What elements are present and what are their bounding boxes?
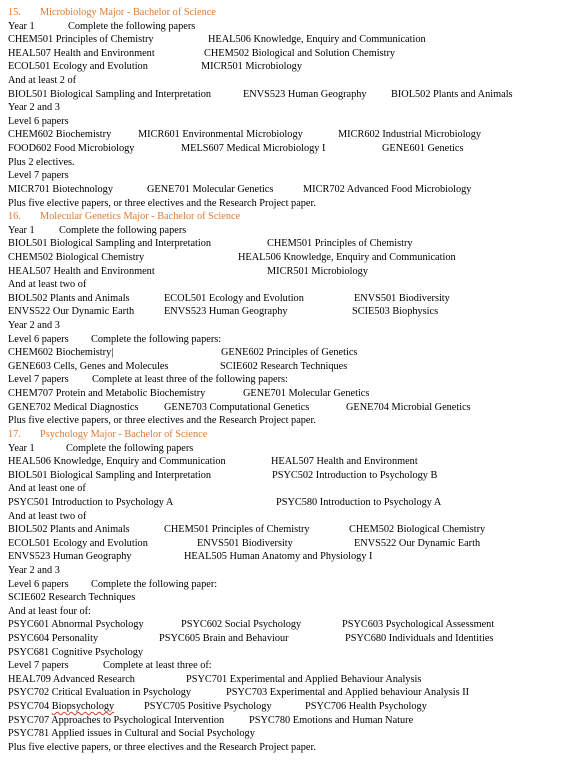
document-line xyxy=(8,537,558,551)
paper-entry: SCIE602 Research Techniques xyxy=(220,360,348,372)
paper-entry: CHEM501 Principles of Chemistry xyxy=(8,34,154,46)
paper-entry: PSYC706 Health Psychology xyxy=(305,701,427,713)
paper-entry: ECOL501 Ecology and Evolution xyxy=(8,61,148,73)
line-text: Year 2 and 3 xyxy=(8,564,60,576)
document-line xyxy=(8,482,558,496)
document-line xyxy=(8,169,558,183)
document-line xyxy=(8,591,558,605)
document-line xyxy=(8,455,558,469)
document-line xyxy=(8,292,558,306)
document-line xyxy=(8,224,558,238)
paper-entry: ENVS501 Biodiversity xyxy=(197,537,293,549)
paper-entry: BIOL502 Plants and Animals xyxy=(391,88,513,100)
paper-entry: HEAL505 Human Anatomy and Physiology I xyxy=(184,551,373,563)
paper-entry: PSYC602 Social Psychology xyxy=(181,619,302,631)
paper-entry: FOOD602 Food Microbiology xyxy=(8,143,135,155)
paper-entry: MICR602 Industrial Microbiology xyxy=(338,129,482,141)
line-text: Plus five elective papers, or three electives and the Research Project paper. xyxy=(8,741,316,753)
paper-entry: GENE701 Molecular Genetics xyxy=(147,183,274,195)
paper-entry: PSYC580 Introduction to Psychology A xyxy=(276,496,442,508)
line-text: Plus 2 electives. xyxy=(8,156,75,168)
paper-entry: MICR702 Advanced Food Microbiology xyxy=(303,183,472,195)
document-line xyxy=(8,564,558,578)
line-text: Complete the following paper: xyxy=(91,578,218,590)
paper-entry: ECOL501 Ecology and Evolution xyxy=(8,537,148,549)
paper-entry: PSYC605 Brain and Behaviour xyxy=(159,633,289,645)
line-text: Level 6 papers xyxy=(8,578,69,590)
document-line xyxy=(8,659,558,673)
document-line xyxy=(8,442,558,456)
section-heading xyxy=(8,6,558,20)
paper-entry: ENVS523 Human Geography xyxy=(164,306,288,318)
paper-entry: PSYC703 Experimental and Applied behaviour Analysis II xyxy=(226,687,470,699)
paper-entry: GENE704 Microbial Genetics xyxy=(346,401,471,413)
paper-entry: PSYC603 Psychological Assessment xyxy=(342,619,495,631)
paper-entry: PSYC704 Biopsychology xyxy=(8,701,115,713)
document-line xyxy=(8,265,558,279)
line-text: And at least 2 of xyxy=(8,75,77,87)
document-line xyxy=(8,333,558,347)
document-line xyxy=(8,156,558,170)
paper-entry: CHEM502 Biological and Solution Chemistry xyxy=(204,47,396,59)
document-line xyxy=(8,115,558,129)
line-text: Complete at least three of the following papers: xyxy=(92,374,288,386)
document-line xyxy=(8,510,558,524)
document-line xyxy=(8,251,558,265)
line-text: Level 6 papers xyxy=(8,115,69,127)
paper-entry: PSYC702 Critical Evaluation in Psychology xyxy=(8,687,192,699)
line-text: And at least two of xyxy=(8,279,87,291)
paper-entry: GENE701 Molecular Genetics xyxy=(243,388,370,400)
paper-entry: PSYC604 Personality xyxy=(8,633,99,645)
document-line xyxy=(8,197,558,211)
paper-entry: MICR501 Microbiology xyxy=(267,265,368,277)
line-text: And at least one of xyxy=(8,483,86,495)
paper-entry: BIOL501 Biological Sampling and Interpretation xyxy=(8,88,212,100)
paper-entry: HEAL507 Health and Environment xyxy=(271,456,418,468)
document-line xyxy=(8,646,558,660)
line-text: Complete the following papers: xyxy=(91,333,222,345)
paper-entry: PSYC502 Introduction to Psychology B xyxy=(272,469,438,481)
paper-entry: PSYC601 Abnormal Psychology xyxy=(8,619,144,631)
document-line xyxy=(8,278,558,292)
paper-entry: CHEM502 Biological Chemistry xyxy=(349,524,486,536)
paper-entry: CHEM501 Principles of Chemistry xyxy=(267,238,413,250)
paper-entry: HEAL507 Health and Environment xyxy=(8,47,155,59)
paper-entry: PSYC680 Individuals and Identities xyxy=(345,633,494,645)
paper-entry: PSYC701 Experimental and Applied Behaviour Analysis xyxy=(186,673,422,685)
paper-entry: MELS607 Medical Microbiology I xyxy=(181,143,326,155)
document-line xyxy=(8,469,558,483)
paper-entry: PSYC707 Approaches to Psychological Intervention xyxy=(8,714,225,726)
paper-entry: HEAL506 Knowledge, Enquiry and Communication xyxy=(208,34,426,46)
document-line xyxy=(8,183,558,197)
line-text: Year 1 xyxy=(8,20,35,32)
paper-entry: ENVS522 Our Dynamic Earth xyxy=(354,537,481,549)
document-line xyxy=(8,60,558,74)
document-line xyxy=(8,673,558,687)
document-line xyxy=(8,414,558,428)
line-text: Complete at least three of: xyxy=(103,660,212,672)
section-heading xyxy=(8,428,558,442)
line-text: Year 1 xyxy=(8,442,35,454)
line-text: Complete the following papers xyxy=(68,20,196,32)
document-line xyxy=(8,33,558,47)
line-text: And at least four of: xyxy=(8,605,91,617)
paper-entry: HEAL506 Knowledge, Enquiry and Communication xyxy=(238,251,456,263)
paper-entry: HEAL506 Knowledge, Enquiry and Communication xyxy=(8,456,226,468)
document-line xyxy=(8,360,558,374)
line-text: Plus five elective papers, or three electives and the Research Project paper. xyxy=(8,415,316,427)
document-line xyxy=(8,74,558,88)
line-text: Level 7 papers xyxy=(8,660,69,672)
paper-entry: CHEM602 Biochemistry xyxy=(8,129,112,141)
section-heading xyxy=(8,210,558,224)
section-title: Microbiology Major - Bachelor of Science xyxy=(40,7,216,18)
document-line xyxy=(8,496,558,510)
paper-entry: CHEM602 Biochemistry| xyxy=(8,347,114,359)
line-text: Level 6 papers xyxy=(8,333,69,345)
document-line xyxy=(8,373,558,387)
section-title: Molecular Genetics Major - Bachelor of Science xyxy=(40,211,241,223)
line-text: Level 7 papers xyxy=(8,170,69,182)
document-line xyxy=(8,618,558,632)
document-line xyxy=(8,101,558,115)
section-number: 16. xyxy=(8,211,21,223)
paper-entry: PSYC501 Introduction to Psychology A xyxy=(8,496,174,508)
paper-entry: BIOL502 Plants and Animals xyxy=(8,524,130,536)
paper-entry: HEAL709 Advanced Research xyxy=(8,673,135,685)
paper-entry: ECOL501 Ecology and Evolution xyxy=(164,292,304,304)
paper-entry: CHEM501 Principles of Chemistry xyxy=(164,524,310,536)
document-line xyxy=(8,88,558,102)
document-line xyxy=(8,605,558,619)
paper-entry: BIOL501 Biological Sampling and Interpretation xyxy=(8,469,212,481)
paper-entry: SCIE602 Research Techniques xyxy=(8,592,136,604)
document-line xyxy=(8,47,558,61)
document-line xyxy=(8,20,558,34)
section-number: 17. xyxy=(8,428,21,440)
document-line xyxy=(8,686,558,700)
paper-entry: PSYC780 Emotions and Human Nature xyxy=(249,714,414,726)
document-line xyxy=(8,346,558,360)
paper-entry: GENE601 Genetics xyxy=(382,143,464,155)
line-text: Year 1 xyxy=(8,224,35,236)
document-line xyxy=(8,714,558,728)
document-body xyxy=(8,6,558,755)
paper-entry: GENE603 Cells, Genes and Molecules xyxy=(8,360,169,372)
paper-entry: CHEM502 Biological Chemistry xyxy=(8,251,145,263)
document-line xyxy=(8,319,558,333)
document-line xyxy=(8,550,558,564)
document-line xyxy=(8,578,558,592)
line-text: Complete the following papers xyxy=(66,442,194,454)
document-line xyxy=(8,700,558,714)
paper-entry: BIOL501 Biological Sampling and Interpretation xyxy=(8,238,212,250)
line-text: Year 2 and 3 xyxy=(8,320,60,332)
document-line xyxy=(8,387,558,401)
paper-entry: BIOL502 Plants and Animals xyxy=(8,292,130,304)
paper-entry: CHEM707 Protein and Metabolic Biochemistry xyxy=(8,388,206,400)
document-line xyxy=(8,727,558,741)
document-line xyxy=(8,305,558,319)
paper-entry: MICR701 Biotechnology xyxy=(8,183,113,195)
document-line xyxy=(8,142,558,156)
paper-entry: MICR601 Environmental Microbiology xyxy=(138,129,303,141)
paper-entry: GENE703 Computational Genetics xyxy=(164,401,310,413)
paper-entry: ENVS523 Human Geography xyxy=(8,551,132,563)
paper-entry: ENVS522 Our Dynamic Earth xyxy=(8,306,135,318)
document-line xyxy=(8,128,558,142)
paper-entry: GENE602 Principles of Genetics xyxy=(221,347,358,359)
paper-entry: ENVS501 Biodiversity xyxy=(354,292,450,304)
line-text: Year 2 and 3 xyxy=(8,102,60,114)
section-number: 15. xyxy=(8,7,21,18)
section-title: Psychology Major - Bachelor of Science xyxy=(40,428,208,440)
paper-entry: SCIE503 Biophysics xyxy=(352,306,439,318)
paper-entry: HEAL507 Health and Environment xyxy=(8,265,155,277)
paper-entry: PSYC681 Cognitive Psychology xyxy=(8,646,144,658)
line-text: Complete the following papers xyxy=(59,224,187,236)
paper-entry: PSYC781 Applied issues in Cultural and Social Psychology xyxy=(8,728,255,740)
document-line xyxy=(8,632,558,646)
paper-entry: PSYC705 Positive Psychology xyxy=(144,701,272,713)
document-line xyxy=(8,523,558,537)
line-text: Level 7 papers xyxy=(8,374,69,386)
paper-entry: GENE702 Medical Diagnostics xyxy=(8,401,139,413)
line-text: Plus five elective papers, or three electives and the Research Project paper. xyxy=(8,197,316,209)
line-text: And at least two of xyxy=(8,510,87,522)
document-line xyxy=(8,237,558,251)
document-line xyxy=(8,741,558,755)
paper-entry: ENVS523 Human Geography xyxy=(243,88,367,100)
paper-entry: MICR501 Microbiology xyxy=(201,61,302,73)
document-line xyxy=(8,401,558,415)
